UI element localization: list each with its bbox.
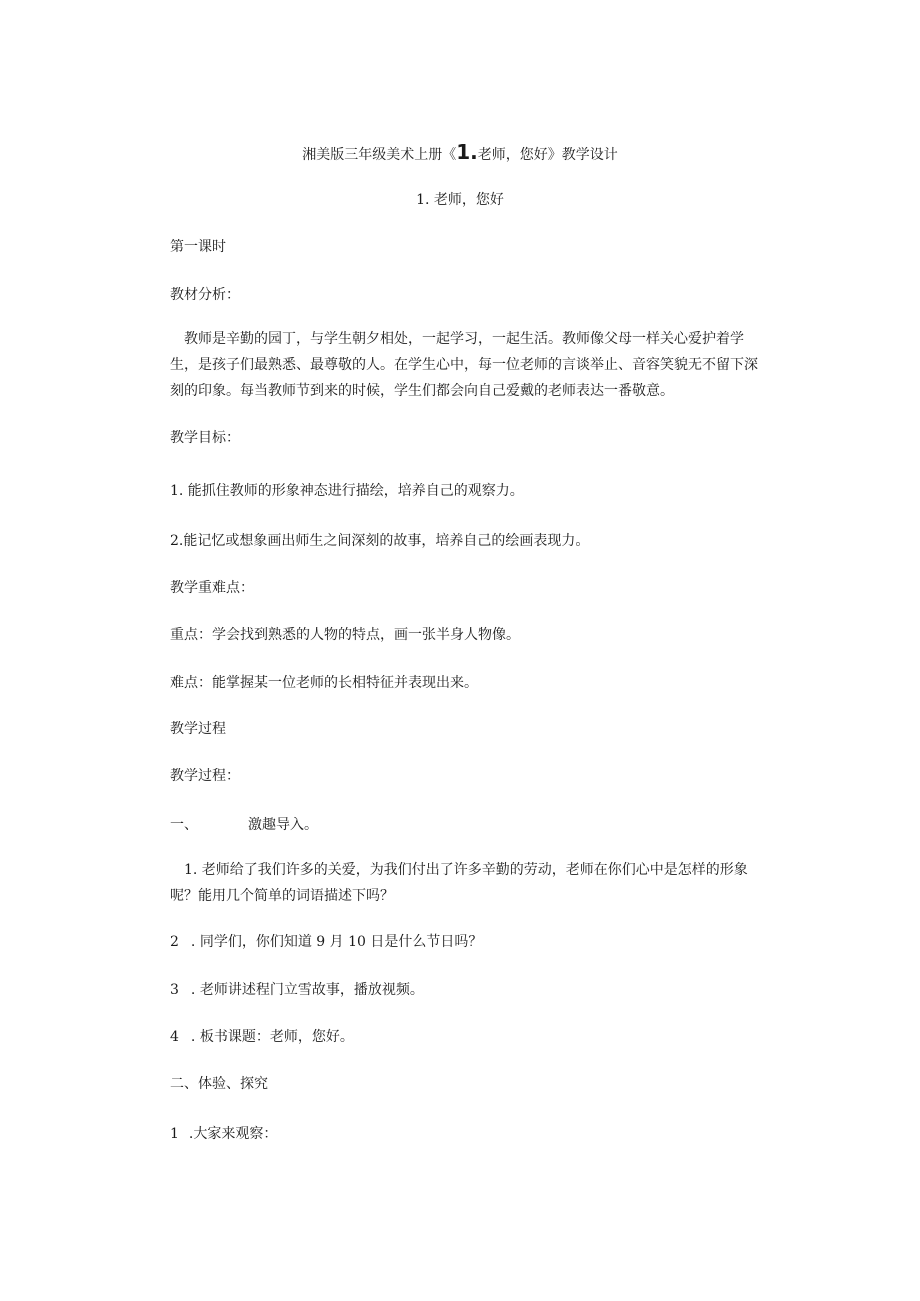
step-3-number: 3 [170,982,179,998]
step-4-text: . 板书课题：老师，您好。 [190,1029,354,1045]
analysis-line: 生，是孩子们最熟悉、最尊敬的人。在学生心中，每一位老师的言谈举止、音容笑貌无不留下深 [170,357,758,373]
goals-heading: 教学目标： [170,430,240,446]
lesson-subtitle: 1. 老师，您好 [416,192,504,208]
section-1-heading [170,815,318,835]
goal-item-1: 1. 能抓住教师的形象神态进行描绘，培养自己的观察力。 [170,483,524,499]
step-1-line: 1. 老师给了我们许多的关爱，为我们付出了许多辛勤的劳动，老师在你们心中是怎样的形象 [170,862,748,878]
title-prefix: 湘美版三年级美术上册《 [302,147,457,163]
step-2 [170,932,482,952]
step-3 [170,980,424,1000]
step-1-line: 呢？能用几个简单的词语描述下吗？ [170,888,394,904]
lesson-period: 第一课时 [170,239,226,255]
process-heading: 教学过程 [170,721,226,737]
step-5 [170,1124,277,1144]
step-2-text: . 同学们，你们知道 9 月 10 日是什么节日吗？ [190,934,483,950]
step-5-text: .大家来观察： [188,1126,278,1142]
analysis-line: 教师是辛勤的园丁，与学生朝夕相处，一起学习，一起生活。教师像父母一样关心爱护着学 [170,331,744,347]
document-title [0,142,920,165]
key-point: 重点：学会找到熟悉的人物的特点，画一张半身人物像。 [170,627,520,643]
goal-item-2: 2.能记忆或想象画出师生之间深刻的故事，培养自己的绘画表现力。 [170,533,590,549]
section-2-heading: 二、体验、探究 [170,1076,268,1092]
analysis-heading: 教材分析： [170,287,240,303]
difficult-point: 难点：能掌握某一位老师的长相特征并表现出来。 [170,675,478,691]
analysis-paragraph [170,326,784,404]
step-3-text: . 老师讲述程门立雪故事，播放视频。 [190,982,424,998]
step-2-number: 2 [170,934,179,950]
section-1-number: 一、 [170,817,198,833]
section-1-title: 激趣导入。 [248,817,318,833]
title-suffix: 老师，您好》教学设计 [477,147,618,163]
title-number: 1. [456,140,478,164]
step-4-number: 4 [170,1029,179,1045]
step-5-number: 1 [170,1126,179,1142]
step-1-paragraph [170,857,784,909]
analysis-line: 刻的印象。每当教师节到来的时候，学生们都会向自己爱戴的老师表达一番敬意。 [170,383,674,399]
key-points-heading: 教学重难点： [170,580,254,596]
process-subheading: 教学过程： [170,768,240,784]
step-4 [170,1027,354,1047]
